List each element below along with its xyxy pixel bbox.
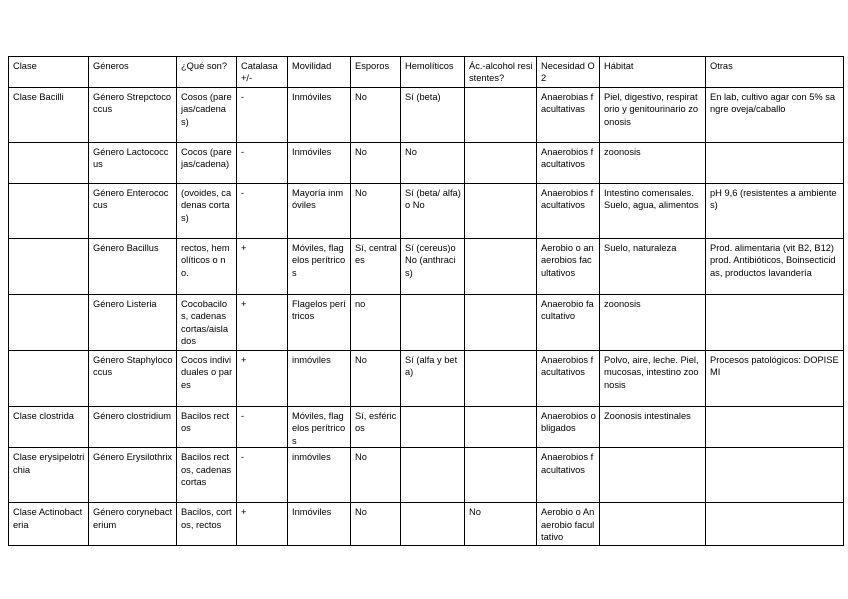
table-cell: Clase erysipelotrichia: [9, 448, 89, 503]
table-cell: +: [237, 239, 288, 295]
table-cell: [600, 448, 706, 503]
table-cell: Móviles, flagelos perítricos: [288, 239, 351, 295]
column-header: Clase: [9, 57, 89, 88]
table-cell: (ovoides, cadenas cortas): [177, 184, 237, 239]
table-cell: [401, 295, 465, 351]
table-cell: Flagelos perítricos: [288, 295, 351, 351]
table-cell: Anaerobios obligados: [537, 407, 600, 448]
table-cell: Móviles, flagelos perítricos: [288, 407, 351, 448]
table-cell: +: [237, 503, 288, 546]
table-cell: pH 9,6 (resistentes a ambientes): [706, 184, 844, 239]
table-cell: Anaerobias facultativas: [537, 88, 600, 143]
table-cell: inmóviles: [288, 448, 351, 503]
table-cell: En lab, cultivo agar con 5% sangre oveja/caballo: [706, 88, 844, 143]
table-cell: [465, 351, 537, 407]
table-cell: rectos, hemolíticos o no.: [177, 239, 237, 295]
table-cell: Zoonosis intestinales: [600, 407, 706, 448]
table-cell: Sí (beta): [401, 88, 465, 143]
column-header: Catalasa +/-: [237, 57, 288, 88]
table-cell: No: [351, 88, 401, 143]
table-cell: -: [237, 448, 288, 503]
table-cell: Inmóviles: [288, 88, 351, 143]
table-cell: -: [237, 407, 288, 448]
column-header: Otras: [706, 57, 844, 88]
table-cell: Género corynebacterium: [89, 503, 177, 546]
table-cell: [9, 239, 89, 295]
column-header: Hemolíticos: [401, 57, 465, 88]
table-cell: Bacilos, cortos, rectos: [177, 503, 237, 546]
table-cell: [465, 143, 537, 184]
table-cell: inmóviles: [288, 351, 351, 407]
table-cell: Anaerobios facultativos: [537, 184, 600, 239]
table-cell: Sí (beta/ alfa) o No: [401, 184, 465, 239]
table-cell: Mayoría inmóviles: [288, 184, 351, 239]
table-cell: Sí (alfa y beta): [401, 351, 465, 407]
table-cell: No: [401, 143, 465, 184]
table-cell: Cocobacilos, cadenas cortas/aislados: [177, 295, 237, 351]
table-cell: Género Enterococcus: [89, 184, 177, 239]
table-cell: Género Listeria: [89, 295, 177, 351]
table-cell: Cosos (parejas/cadenas): [177, 88, 237, 143]
table-cell: Género Lactococcus: [89, 143, 177, 184]
column-header: Géneros: [89, 57, 177, 88]
table-cell: Anaerobios facultativos: [537, 351, 600, 407]
table-cell: Anaerobios facultativos: [537, 448, 600, 503]
table-cell: Polvo, aire, leche. Piel, mucosas, intestino zoonosis: [600, 351, 706, 407]
table-cell: [401, 448, 465, 503]
table-cell: [600, 503, 706, 546]
table-cell: [706, 143, 844, 184]
table-cell: Cocos (parejas/cadena): [177, 143, 237, 184]
table-cell: [465, 295, 537, 351]
table-cell: Sí, centrales: [351, 239, 401, 295]
table-row: [9, 295, 844, 351]
table-cell: -: [237, 143, 288, 184]
table-row: [9, 184, 844, 239]
table-cell: [465, 407, 537, 448]
table-cell: [706, 448, 844, 503]
column-header: Ác.-alcohol resistentes?: [465, 57, 537, 88]
table-row: [9, 407, 844, 448]
table-cell: [465, 88, 537, 143]
table-cell: zoonosis: [600, 143, 706, 184]
column-header: Esporos: [351, 57, 401, 88]
table-cell: Bacilos rectos, cadenas cortas: [177, 448, 237, 503]
table-cell: No: [351, 503, 401, 546]
table-cell: [465, 184, 537, 239]
table-cell: Anaerobios facultativos: [537, 143, 600, 184]
table-cell: Aerobio o anaerobios facultativos: [537, 239, 600, 295]
table-cell: Suelo, naturaleza: [600, 239, 706, 295]
table-cell: Género Erysilothrix: [89, 448, 177, 503]
table-cell: Cocos individuales o pares: [177, 351, 237, 407]
table-cell: Piel, digestivo, respiratorio y genitourinario zoonosis: [600, 88, 706, 143]
table-cell: zoonosis: [600, 295, 706, 351]
table-cell: No: [465, 503, 537, 546]
table-cell: Procesos patológicos: DOPISEMI: [706, 351, 844, 407]
table-cell: -: [237, 184, 288, 239]
table-cell: [9, 351, 89, 407]
table-cell: Género clostridium: [89, 407, 177, 448]
table-cell: Género Bacillus: [89, 239, 177, 295]
table-cell: [9, 143, 89, 184]
bacteria-table: [8, 56, 844, 546]
column-header: ¿Qué son?: [177, 57, 237, 88]
table-cell: Aerobio o Anaerobio facultativo: [537, 503, 600, 546]
table-cell: No: [351, 448, 401, 503]
table-cell: [9, 295, 89, 351]
table-row: [9, 351, 844, 407]
table-cell: Sí, esféricos: [351, 407, 401, 448]
table-cell: Prod. alimentaria (vit B2, B12) prod. Antibióticos, Boinsecticidas, productos lavandería: [706, 239, 844, 295]
table-cell: Anaerobio facultativo: [537, 295, 600, 351]
table-cell: No: [351, 184, 401, 239]
table-row: [9, 88, 844, 143]
table-cell: +: [237, 351, 288, 407]
table-cell: [401, 503, 465, 546]
table-cell: [401, 407, 465, 448]
table-cell: Sí (cereus)o No (anthracis): [401, 239, 465, 295]
table-cell: Clase clostrida: [9, 407, 89, 448]
table-row: [9, 448, 844, 503]
table-cell: [706, 295, 844, 351]
table-cell: [465, 239, 537, 295]
table-cell: Intestino comensales. Suelo, agua, alimentos: [600, 184, 706, 239]
table-cell: [706, 407, 844, 448]
table-cell: [706, 503, 844, 546]
table-cell: -: [237, 88, 288, 143]
table-cell: Bacilos rectos: [177, 407, 237, 448]
table-cell: Inmóviles: [288, 143, 351, 184]
table-cell: No: [351, 143, 401, 184]
table-cell: Clase Bacilli: [9, 88, 89, 143]
table-cell: Clase Actinobacteria: [9, 503, 89, 546]
table-cell: +: [237, 295, 288, 351]
table-row: [9, 143, 844, 184]
table-row: [9, 239, 844, 295]
header-row: [9, 57, 844, 88]
table-cell: Género Strepctococcus: [89, 88, 177, 143]
column-header: Hábitat: [600, 57, 706, 88]
table-row: [9, 503, 844, 546]
table-cell: [465, 448, 537, 503]
column-header: Necesidad O2: [537, 57, 600, 88]
table-cell: no: [351, 295, 401, 351]
column-header: Movilidad: [288, 57, 351, 88]
table-cell: Género Staphylococcus: [89, 351, 177, 407]
table-cell: Inmóviles: [288, 503, 351, 546]
table-cell: [9, 184, 89, 239]
table-cell: No: [351, 351, 401, 407]
